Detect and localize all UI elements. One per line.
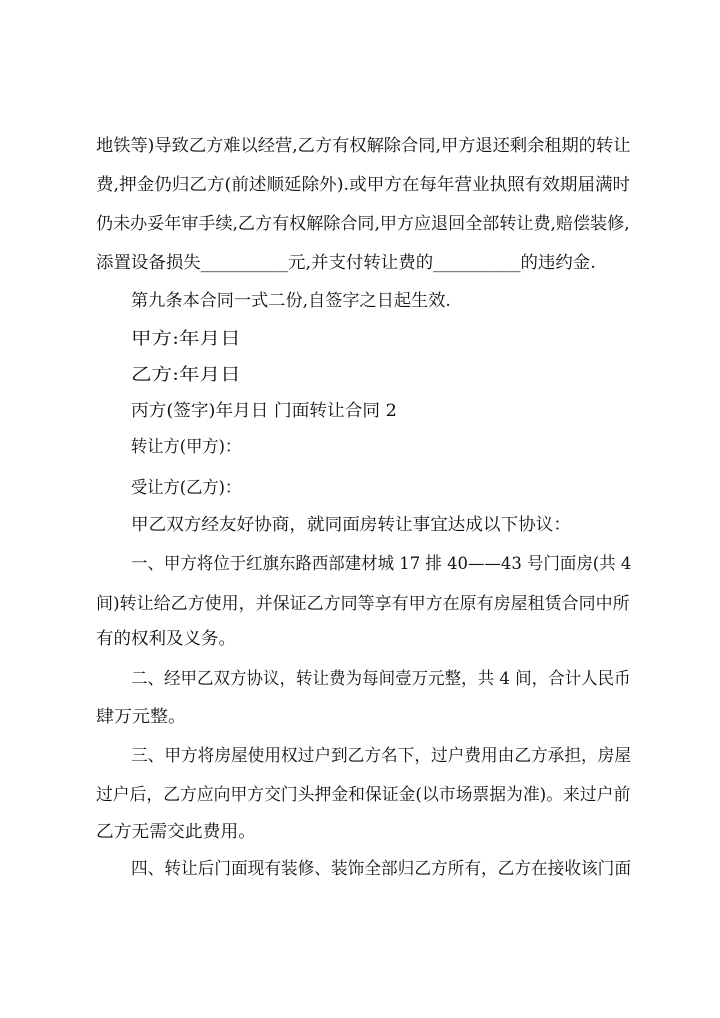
text-line: 过户后，乙方应向甲方交门头押金和保证金(以市场票据为准)。来过户前 <box>96 785 631 805</box>
text-line: 肆万元整。 <box>96 707 186 727</box>
text-line: 费,押金仍归乙方(前述顺延除外).或甲方在每年营业执照有效期届满时 <box>96 175 631 195</box>
text-line: 仍未办妥年审手续,乙方有权解除合同,甲方应退回全部转让费,赔偿装修, <box>96 214 630 234</box>
text-line: 添置设备损失__________元,并支付转让费的__________的违约金. <box>96 253 596 273</box>
text-line: 第九条本合同一式二份,自签字之日起生效. <box>131 291 451 311</box>
text-line: 二、经甲乙双方协议，转让费为每间壹万元整，共 4 间，合计人民币 <box>131 669 631 689</box>
text-line: 乙方无需交此费用。 <box>96 822 256 842</box>
text-line: 甲方:年月日 <box>131 329 241 349</box>
text-line: 受让方(乙方)： <box>131 478 242 498</box>
text-line: 一、甲方将位于红旗东路西部建材城 17 排 40——43 号门面房(共 4 <box>131 554 632 574</box>
text-line: 有的权利及义务。 <box>96 629 236 649</box>
text-line: 甲乙双方经友好协商，就同面房转让事宜达成以下协议： <box>131 515 571 535</box>
text-line: 间)转让给乙方使用，并保证乙方同等享有甲方在原有房屋租赁合同中所 <box>96 594 630 614</box>
text-line: 四、转让后门面现有装修、装饰全部归乙方所有，乙方在接收该门面 <box>131 859 631 879</box>
text-line: 三、甲方将房屋使用权过户到乙方名下，过户费用由乙方承担，房屋 <box>131 746 631 766</box>
text-line: 乙方:年月日 <box>131 365 241 385</box>
text-line: 丙方(签字)年月日 门面转让合同 2 <box>131 401 397 421</box>
text-line: 转让方(甲方)： <box>131 437 242 457</box>
text-line: 地铁等)导致乙方难以经营,乙方有权解除合同,甲方退还剩余租期的转让 <box>96 136 631 156</box>
